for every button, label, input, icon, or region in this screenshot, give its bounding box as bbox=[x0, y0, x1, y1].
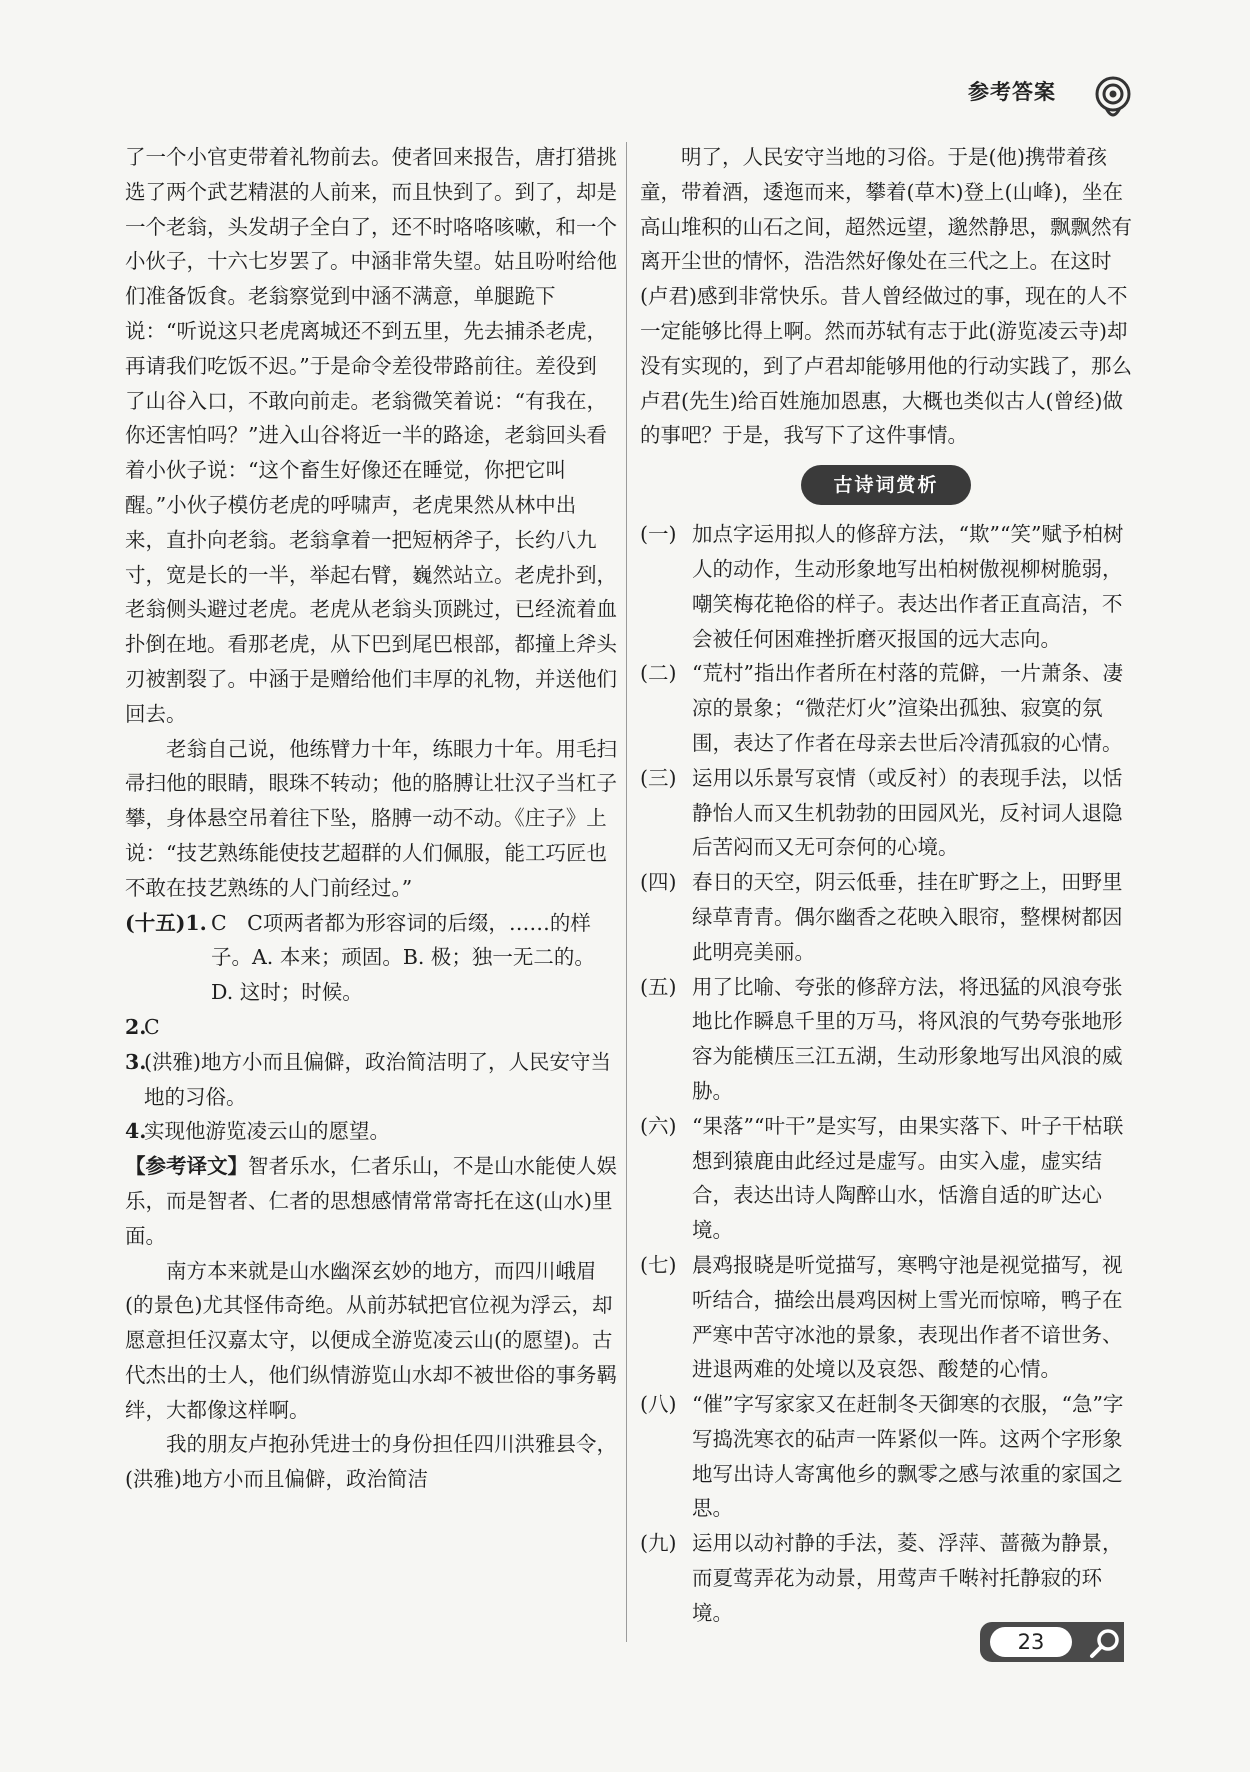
poem-answer-label: (六) bbox=[640, 1113, 677, 1138]
poem-answer-label: (八) bbox=[640, 1392, 677, 1417]
poem-answer-item bbox=[640, 517, 1132, 656]
answer-item-15-3 bbox=[125, 1045, 617, 1115]
poem-answer-item bbox=[640, 656, 1132, 760]
poem-answer-item bbox=[640, 1526, 1132, 1630]
right-column bbox=[640, 140, 1132, 1631]
poem-answer-label: (四) bbox=[640, 870, 677, 895]
left-column bbox=[125, 140, 617, 1497]
translation-paragraph: 明了，人民安守当地的习俗。于是(他)携带着孩童，带着酒，逶迤而来，攀着(草木)登上(山峰)，坐在高山堆积的山石之间，超然远望，邈然静思，飘飘然有离开尘世的情怀，浩浩然好像处在三代之上。在这时(卢君)感到非常快乐。昔人曾经做过的事，现在的人不一定能够比得上啊。然而苏轼有志于此(游览凌云寺)却没有实现的，到了卢君却能够用他的行动实践了，那么卢君(先生)给百姓施加恩惠，大概也类似古人(曾经)做的事吧？于是，我写下了这件事情。 bbox=[640, 145, 1132, 448]
translation-paragraph: 了一个小官吏带着礼物前去。使者回来报告，唐打猎挑选了两个武艺精湛的人前来，而且快到了。到了，却是一个老翁，头发胡子全白了，还不时咯咯咳嗽，和一个小伙子，十六七岁罢了。中涵非常失望。姑且吩咐给他们准备饭食。老翁察觉到中涵不满意，单腿跪下说：“听说这只老虎离城还不到五里，先去捕杀老虎，再请我们吃饭不迟。”于是命令差役带路前往。差役到了山谷入口，不敢向前走。老翁微笑着说：“有我在，你还害怕吗？”进入山谷将近一半的路途，老翁回头看着小伙子说：“这个畜生好像还在睡觉，你把它叫醒。”小伙子模仿老虎的呼啸声，老虎果然从林中出来，直扑向老翁。老翁拿着一把短柄斧子，长约八九寸，宽是长的一半，举起右臂，巍然站立。老虎扑到，老翁侧头避过老虎。老虎从老翁头顶跳过，已经流着血扑倒在地。看那老虎，从下巴到尾巴根部，都撞上斧头刃被割裂了。中涵于是赠给他们丰厚的礼物，并送他们回去。 bbox=[125, 145, 617, 726]
poem-answer-label: (七) bbox=[640, 1252, 677, 1277]
answer-label: 4. bbox=[125, 1119, 147, 1144]
translation-paragraph: 南方本来就是山水幽深玄妙的地方，而四川峨眉(的景色)尤其怪伟奇绝。从前苏轼把官位视为浮云，却愿意担任汉嘉太守，以便成全游览凌云山(的愿望)。古代杰出的士人，他们纵情游览山水却不被世俗的事务羁绊，大都像这样啊。 bbox=[125, 1258, 617, 1422]
answer-text: 实现他游览凌云山的愿望。 bbox=[144, 1119, 390, 1144]
poem-answer-text: “果落”“叶干”是实写，由果实落下、叶子干枯联想到猿鹿由此经过是虚写。由实入虚，虚实结合，表达出诗人陶醉山水，恬澹自适的旷达心境。 bbox=[692, 1113, 1124, 1243]
answer-item-15-1 bbox=[125, 906, 617, 1010]
poem-analysis-list bbox=[640, 517, 1132, 1631]
poem-answer-item bbox=[640, 970, 1132, 1109]
poem-answer-label: (五) bbox=[640, 974, 677, 999]
poem-answer-text: “荒村”指出作者所在村落的荒僻，一片萧条、凄凉的景象；“微茫灯火”渲染出孤独、寂寞的氛围，表达了作者在母亲去世后冷清孤寂的心情。 bbox=[692, 661, 1123, 755]
answer-text: C bbox=[144, 1014, 160, 1039]
poem-answer-text: 春日的天空，阴云低垂，挂在旷野之上，田野里绿草青青。偶尔幽香之花映入眼帘，整棵树都因此明亮美丽。 bbox=[692, 870, 1123, 964]
poem-answer-item bbox=[640, 761, 1132, 865]
poem-answer-text: 晨鸡报晓是听觉描写，寒鸭守池是视觉描写，视听结合，描绘出晨鸡因树上雪光而惊啼，鸭子在严寒中苦守冰池的景象，表现出作者不谙世务、进退两难的处境以及哀怨、酸楚的心情。 bbox=[692, 1252, 1123, 1382]
reference-translation-label: 【参考译文】 bbox=[125, 1154, 248, 1179]
translation-text: 智者乐水，仁者乐山，不是山水能使人娱乐，而是智者、仁者的思想感情常常寄托在这(山水)里面。 bbox=[125, 1154, 617, 1248]
poem-answer-label: (九) bbox=[640, 1531, 677, 1556]
answer-label: (十五)1. bbox=[125, 910, 207, 935]
poem-answer-label: (一) bbox=[640, 522, 677, 547]
section-heading-pill: 古诗词赏析 bbox=[801, 465, 971, 505]
answer-label: 2. bbox=[125, 1014, 147, 1039]
poem-answer-text: “催”字写家家又在赶制冬天御寒的衣服，“急”字写捣洗寒衣的砧声一阵紧似一阵。这两个字形象地写出诗人寄寓他乡的飘零之感与浓重的家国之思。 bbox=[692, 1392, 1124, 1521]
poem-answer-label: (三) bbox=[640, 765, 677, 790]
poem-answer-text: 加点字运用拟人的修辞方法，“欺”“笑”赋予柏树人的动作，生动形象地写出柏树傲视柳树脆弱，嘲笑梅花艳俗的样子。表达出作者正直高洁，不会被任何困难挫折磨灭报国的远大志向。 bbox=[692, 522, 1124, 651]
poem-answer-text: 运用以乐景写哀情（或反衬）的表现手法，以恬静怡人而又生机勃勃的田园风光，反衬词人退隐后苦闷而又无可奈何的心境。 bbox=[692, 765, 1123, 860]
column-divider bbox=[626, 142, 627, 1642]
headphones-ear-icon bbox=[1094, 72, 1132, 122]
translation-paragraph: 我的朋友卢抱孙凭进士的身份担任四川洪雅县令，(洪雅)地方小而且偏僻，政治简洁 bbox=[125, 1432, 617, 1492]
answer-item-15-4 bbox=[125, 1114, 617, 1149]
poem-answer-item bbox=[640, 1387, 1132, 1526]
translation-paragraph: 老翁自己说，他练臂力十年，练眼力十年。用毛扫帚扫他的眼睛，眼珠不转动；他的胳膊让壮汉子当杠子攀，身体悬空吊着往下坠，胳膊一动不动。《庄子》上说：“技艺熟练能使技艺超群的人们佩服，能工巧匠也不敢在技艺熟练的人门前经过。” bbox=[125, 736, 617, 900]
reference-translation bbox=[125, 1149, 617, 1253]
poem-answer-item bbox=[640, 1248, 1132, 1387]
poem-answer-text: 运用以动衬静的手法，菱、浮萍、蔷薇为静景，而夏莺弄花为动景，用莺声千啭衬托静寂的环境。 bbox=[692, 1531, 1123, 1625]
answer-text: C C项两者都为形容词的后缀，……的样子。A. 本来；顽固。B. 极；独一无二的。D. 这时；时候。 bbox=[211, 910, 595, 1005]
page-number: 23 bbox=[990, 1627, 1072, 1657]
magnifier-icon bbox=[1088, 1627, 1122, 1659]
answer-label: 3. bbox=[125, 1049, 147, 1074]
answer-item-15-2 bbox=[125, 1010, 617, 1045]
answer-text: (洪雅)地方小而且偏僻，政治简洁明了，人民安守当地的习俗。 bbox=[144, 1049, 611, 1109]
poem-answer-text: 用了比喻、夸张的修辞方法，将迅猛的风浪夸张地比作瞬息千里的万马，将风浪的气势夸张地形容为能横压三江五湖，生动形象地写出风浪的威胁。 bbox=[692, 974, 1123, 1103]
poem-answer-item bbox=[640, 865, 1132, 969]
poem-answer-label: (二) bbox=[640, 661, 677, 686]
header-title: 参考答案 bbox=[968, 80, 1056, 104]
poem-answer-item bbox=[640, 1109, 1132, 1248]
